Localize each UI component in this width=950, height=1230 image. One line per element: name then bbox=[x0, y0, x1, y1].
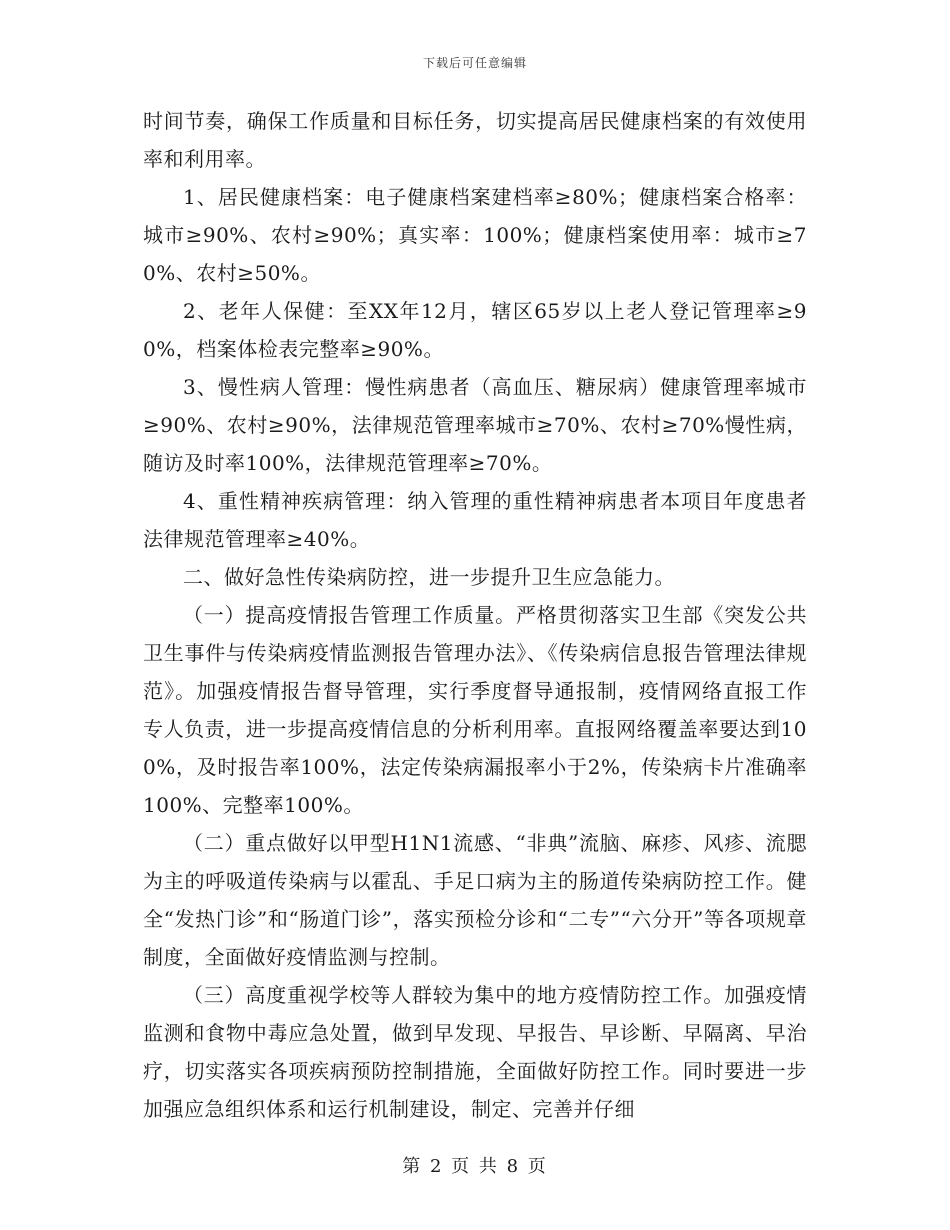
paragraph-chronic-disease: 3、慢性病人管理：慢性病患者（高血压、糖尿病）健康管理率城市≥90%、农村≥90%，法律规范管理率城市≥70%、农村≥70%慢性病，随访及时率100%，法律规范管理率≥70%。 bbox=[143, 375, 807, 475]
paragraph-mental-illness: 4、重性精神疾病管理：纳入管理的重性精神病患者本项目年度患者法律规范管理率≥40%。 bbox=[143, 489, 807, 551]
paragraph-respiratory-intestinal: （二）重点做好以甲型H1N1流感、“非典”流脑、麻疹、风疹、流腮为主的呼吸道传染病与以霍乱、手足口病为主的肠道传染病防控工作。健全“发热门诊”和“肠道门诊”，落实预检分诊和“二专”“六分开”等各项规章制度，全面做好疫情监测与控制。 bbox=[143, 831, 807, 969]
paragraph-health-records: 1、居民健康档案：电子健康档案建档率≥80%；健康档案合格率：城市≥90%、农村≥90%；真实率：100%；健康档案使用率：城市≥70%、农村≥50%。 bbox=[143, 185, 807, 285]
paragraph-elderly-care: 2、老年人保健：至XX年12月，辖区65岁以上老人登记管理率≥90%，档案体检表完整率≥90%。 bbox=[143, 299, 807, 361]
paragraph-school-prevention: （三）高度重视学校等人群较为集中的地方疫情防控工作。加强疫情监测和食物中毒应急处置，做到早发现、早报告、早诊断、早隔离、早治疗，切实落实各项疾病预防控制措施，全面做好防控工作。同时要进一步加强应急组织体系和运行机制建设，制定、完善并仔细 bbox=[143, 983, 807, 1121]
page-number: 第 2 页 共 8 页 bbox=[402, 1156, 548, 1177]
page-header: 下载后可任意编辑 bbox=[422, 56, 527, 70]
paragraph-epidemic-reporting: （一）提高疫情报告管理工作质量。严格贯彻落实卫生部《突发公共卫生事件与传染病疫情监测报告管理办法》、《传染病信息报告管理法律规范》。加强疫情报告督导管理，实行季度督导通报制，疫情网络直报工作专人负责，进一步提高疫情信息的分析利用率。直报网络覆盖率要达到100%，及时报告率100%，法定传染病漏报率小于2%，传染病卡片准确率100%、完整率100%。 bbox=[143, 603, 807, 817]
paragraph-continuation: 时间节奏，确保工作质量和目标任务，切实提高居民健康档案的有效使用率和利用率。 bbox=[143, 109, 807, 171]
document-body bbox=[143, 102, 807, 1128]
section-heading-infectious-disease: 二、做好急性传染病防控，进一步提升卫生应急能力。 bbox=[183, 565, 675, 589]
